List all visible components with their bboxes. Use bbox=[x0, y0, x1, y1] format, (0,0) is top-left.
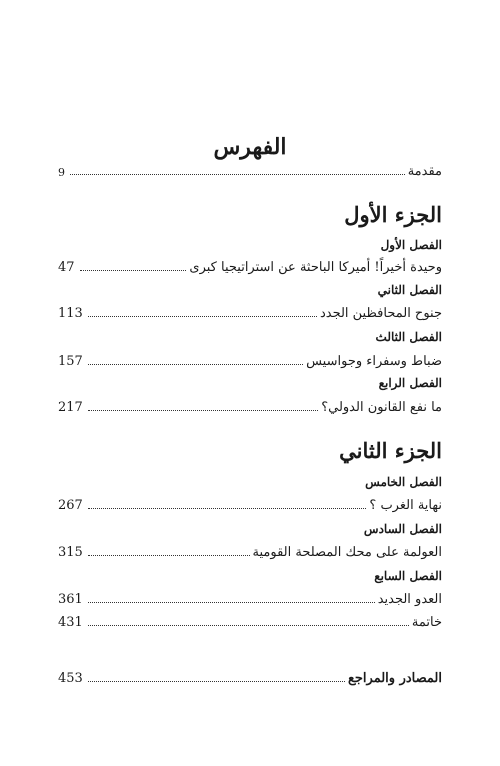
page-number: 217 bbox=[58, 400, 83, 415]
part-title-1: الجزء الأول bbox=[344, 202, 442, 227]
toc-entry-chapter-3[interactable] bbox=[58, 351, 442, 369]
toc-entry-chapter-1[interactable] bbox=[58, 257, 442, 275]
entry-label: ضباط وسفراء وجواسيس bbox=[306, 354, 442, 369]
toc-entry-chapter-5[interactable] bbox=[58, 495, 442, 513]
chapter-heading-7: الفصل السابع bbox=[374, 569, 442, 583]
page-number: 361 bbox=[58, 592, 83, 607]
toc-entry-chapter-2[interactable] bbox=[58, 303, 442, 321]
entry-label: نهاية الغرب ؟ bbox=[369, 498, 442, 513]
toc-entry-chapter-4[interactable] bbox=[58, 397, 442, 415]
entry-label: العولمة على محك المصلحة القومية bbox=[252, 545, 442, 560]
entry-label: مقدمة bbox=[407, 164, 442, 179]
dot-leader bbox=[88, 364, 303, 365]
page-number: 113 bbox=[58, 306, 83, 321]
page-number: 157 bbox=[58, 354, 83, 369]
dot-leader bbox=[88, 625, 409, 626]
page-number: 9 bbox=[58, 166, 65, 179]
toc-entry-references[interactable] bbox=[58, 668, 442, 686]
dot-leader bbox=[88, 410, 318, 411]
page-number: 267 bbox=[58, 498, 83, 513]
chapter-heading-1: الفصل الأول bbox=[380, 238, 442, 252]
entry-label: جنوح المحافظين الجدد bbox=[319, 306, 442, 321]
part-title-2: الجزء الثاني bbox=[339, 438, 442, 463]
chapter-heading-4: الفصل الرابع bbox=[378, 376, 442, 390]
page-number: 315 bbox=[58, 545, 83, 560]
page-number: 47 bbox=[58, 260, 75, 275]
page-number: 431 bbox=[58, 615, 83, 630]
dot-leader bbox=[88, 681, 345, 682]
entry-label: وحيدة أخيراً! أميركا الباحثة عن استراتيجيا كبرى bbox=[189, 260, 442, 275]
page-title: الفهرس bbox=[213, 134, 287, 160]
dot-leader bbox=[88, 508, 367, 509]
chapter-heading-6: الفصل السادس bbox=[363, 522, 442, 536]
entry-label: خاتمة bbox=[411, 615, 442, 630]
entry-label: العدو الجديد bbox=[377, 592, 442, 607]
chapter-heading-5: الفصل الخامس bbox=[365, 475, 442, 489]
entry-label: ما نفع القانون الدولي؟ bbox=[321, 400, 442, 415]
dot-leader bbox=[88, 602, 375, 603]
dot-leader bbox=[88, 555, 250, 556]
toc-entry-intro[interactable] bbox=[58, 161, 442, 179]
chapter-heading-2: الفصل الثاني bbox=[377, 283, 442, 297]
dot-leader bbox=[80, 270, 187, 271]
page-number: 453 bbox=[58, 671, 83, 686]
dot-leader bbox=[88, 316, 317, 317]
toc-entry-chapter-6[interactable] bbox=[58, 542, 442, 560]
dot-leader bbox=[70, 174, 405, 175]
toc-entry-chapter-7[interactable] bbox=[58, 589, 442, 607]
entry-label: المصادر والمراجع bbox=[347, 671, 442, 686]
chapter-heading-3: الفصل الثالث bbox=[375, 330, 442, 344]
toc-entry-conclusion[interactable] bbox=[58, 612, 442, 630]
